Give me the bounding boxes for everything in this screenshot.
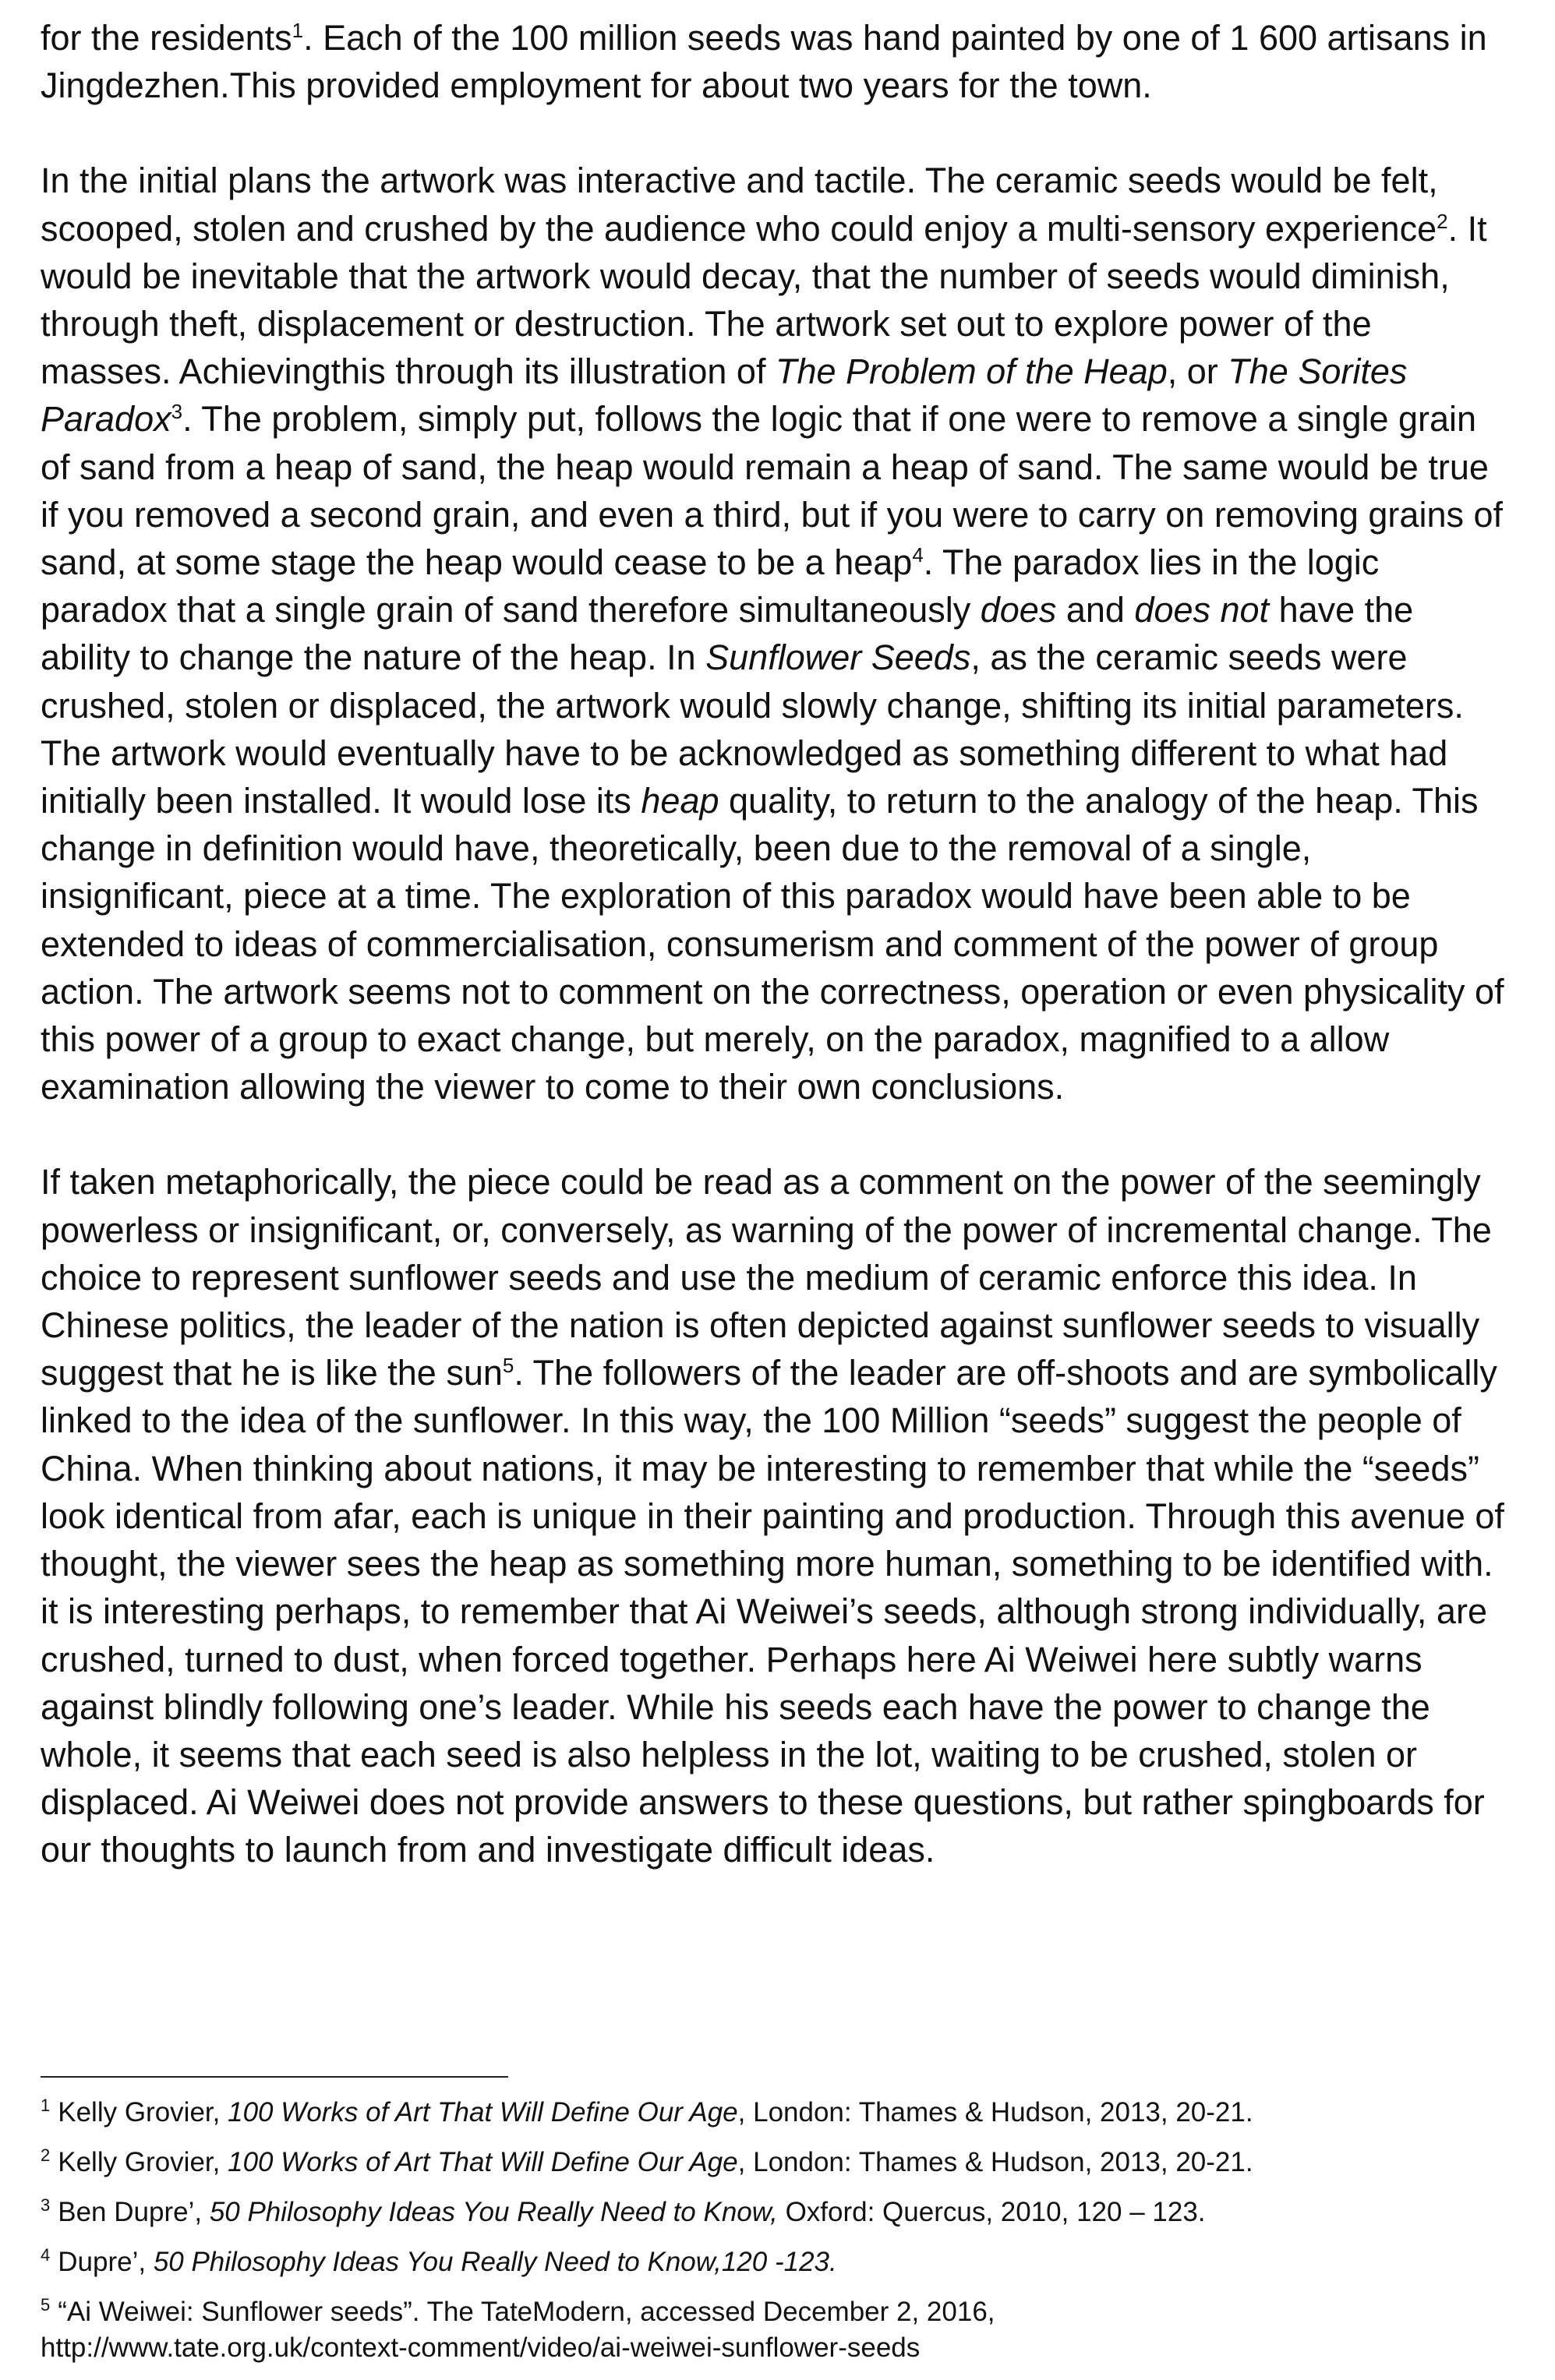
footnote-text: “Ai Weiwei: Sunflower seeds”. The TateModern, accessed December 2, 2016, xyxy=(58,2297,995,2327)
footnote-separator xyxy=(41,2076,508,2078)
text: , as the ceramic seeds were crushed, stolen or displaced, the artwork would slowly change, shifting its initial parameters. The artwork would eventually have to be acknowledged as something different to what had initially been installed. It would lose its xyxy=(41,637,1464,821)
document-body xyxy=(41,14,1506,1874)
footnote-text: , London: Thames & Hudson, 2013, 20-21. xyxy=(737,2147,1253,2177)
footnote-text: Kelly Grovier, xyxy=(58,2147,228,2177)
footnote-text: , London: Thames & Hudson, 2013, 20-21. xyxy=(737,2097,1253,2128)
italic-emphasis: heap xyxy=(641,781,719,821)
italic-title: The Sorites Paradox xyxy=(41,351,1408,440)
text: , or xyxy=(1167,351,1228,392)
paragraph-residents xyxy=(41,14,1506,109)
italic-emphasis: does xyxy=(980,590,1057,630)
footnote-title: 100 Works of Art That Will Define Our Age xyxy=(228,2147,738,2177)
footnote-url: http://www.tate.org.uk/context-comment/video/ai-weiwei-sunflower-seeds xyxy=(41,2332,921,2363)
footnote-number: 4 xyxy=(41,2245,51,2265)
text: . The followers of the leader are off-shoots and are symbolically linked to the idea of the sunflower. In this way, the 100 Million “seeds” suggest the people of China. When thinking about nations, it may be interesting to remember that while the “seeds” look identical from afar, each is unique in their painting and production. Through this avenue of thought, the viewer sees the heap as something more human, something to be identified with. it is interesting perhaps, to remember that Ai Weiwei’s seeds, although strong individually, are crushed, turned to dust, when forced together. Perhaps here Ai Weiwei here subtly warns against blindly following one’s leader. While his seeds each have the power to change the whole, it seems that each seed is also helpless in the lot, waiting to be crushed, stolen or displaced. Ai Weiwei does not provide answers to these questions, but rather spingboards for our thoughts to launch from and investigate difficult ideas. xyxy=(41,1353,1504,1870)
footnote-ref-5: 5 xyxy=(502,1354,514,1378)
footnote-title: 50 Philosophy Ideas You Really Need to Know, xyxy=(209,2197,778,2227)
text: . The problem, simply put, follows the logic that if one were to remove a single grain of sand from a heap of sand, the heap would remain a heap of sand. The same would be true if you removed a second grain, and even a third, but if you were to carry on removing grains of sand, at some stage the heap would cease to be a heap xyxy=(41,399,1504,583)
footnote-number: 1 xyxy=(41,2096,51,2116)
footnote-1 xyxy=(41,2095,1506,2131)
footnote-ref-3: 3 xyxy=(171,400,183,424)
footnote-5 xyxy=(41,2294,1506,2366)
italic-title: Sunflower Seeds xyxy=(705,637,971,678)
footnote-title: 50 Philosophy Ideas You Really Need to Know,120 -123. xyxy=(153,2247,837,2277)
footnote-ref-2: 2 xyxy=(1437,209,1448,233)
text: If taken metaphorically, the piece could be read as a comment on the power of the seemingly powerless or insignificant, or, conversely, as warning of the power of incremental change. The choice to represent sunflower seeds and use the medium of ceramic enforce this idea. In Chinese politics, the leader of the nation is often depicted against sunflower seeds to visually suggest that he is like the sun xyxy=(41,1162,1492,1393)
footnote-number: 5 xyxy=(41,2295,51,2315)
paragraph-heap-paradox xyxy=(41,157,1506,1111)
footnote-ref-4: 4 xyxy=(912,543,924,567)
footnote-number: 3 xyxy=(41,2195,51,2216)
footnote-text: Ben Dupre’, xyxy=(58,2197,210,2227)
italic-title: The Problem of the Heap xyxy=(775,351,1168,392)
text: . Each of the 100 million seeds was hand painted by one of 1 600 artisans in Jingdezhen.This provided employment for about two years for the town. xyxy=(41,18,1487,106)
paragraph-metaphor xyxy=(41,1158,1506,1873)
footnote-text: Kelly Grovier, xyxy=(58,2097,228,2128)
footnote-4 xyxy=(41,2244,1506,2280)
footnote-2 xyxy=(41,2145,1506,2180)
text: and xyxy=(1056,590,1135,630)
footnote-number: 2 xyxy=(41,2145,51,2166)
text: quality, to return to the analogy of the heap. This change in definition would have, theoretically, been due to the removal of a single, insignificant, piece at a time. The exploration of this paradox would have been able to be extended to ideas of commercialisation, consumerism and comment of the power of group action. The artwork seems not to comment on the correctness, operation or even physicality of this power of a group to exact change, but merely, on the paradox, magnified to a allow examination allowing the viewer to come to their own conclusions. xyxy=(41,781,1504,1107)
footnote-text: Dupre’, xyxy=(58,2247,154,2277)
text: In the initial plans the artwork was interactive and tactile. The ceramic seeds would be felt, scooped, stolen and crushed by the audience who could enjoy a multi-sensory experience xyxy=(41,161,1438,249)
text: . It would be inevitable that the artwork would decay, that the number of seeds would diminish, through theft, displacement or destruction. The artwork set out to explore power of the masses. Achievingthis through its illustration of xyxy=(41,208,1487,392)
text: for the residents xyxy=(41,18,292,58)
footnotes-section xyxy=(41,2076,1506,2380)
footnote-3 xyxy=(41,2195,1506,2230)
text: . The paradox lies in the logic paradox that a single grain of sand therefore simultaneously xyxy=(41,542,1380,630)
text: have the ability to change the nature of the heap. In xyxy=(41,590,1414,678)
footnote-ref-1: 1 xyxy=(292,19,304,42)
footnote-title: 100 Works of Art That Will Define Our Age xyxy=(228,2097,738,2128)
italic-emphasis: does not xyxy=(1134,590,1270,630)
footnote-text: Oxford: Quercus, 2010, 120 – 123. xyxy=(777,2197,1206,2227)
